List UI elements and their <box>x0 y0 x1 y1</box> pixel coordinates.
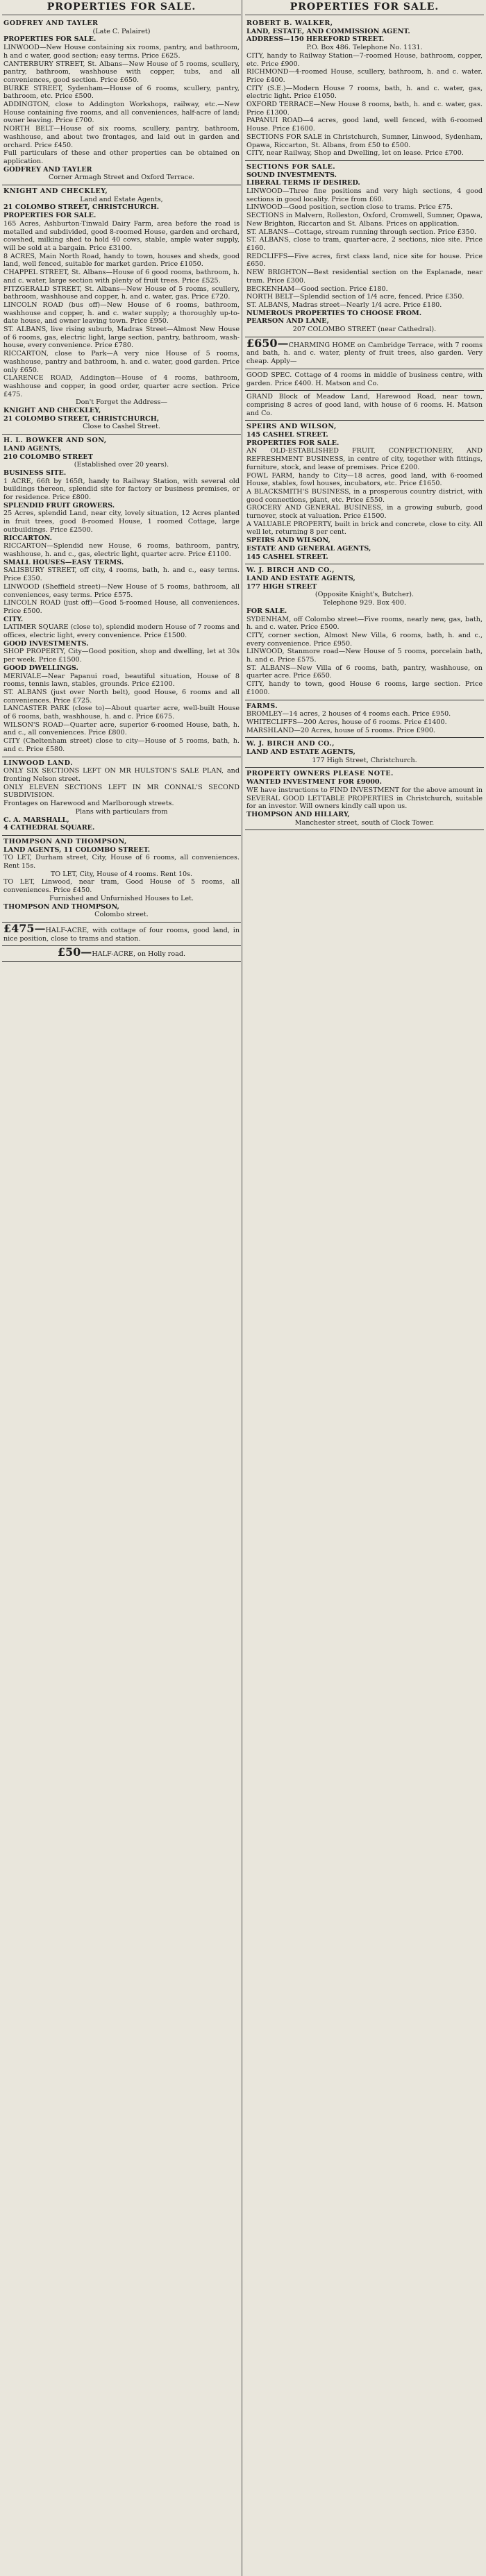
ad-line: GOOD INVESTMENTS. <box>3 639 89 648</box>
ad-line: RICCARTON. <box>3 534 52 542</box>
ad-line: RICCARTON, close to Park—A very nice House of 5 rooms, washhouse, pantry and bathroom, h. and c. water, good garden. Price only £650. <box>3 350 240 374</box>
ad-line: SHOP PROPERTY, City—Good position, shop and dwelling, let at 30s per week. Price £1500. <box>3 648 240 664</box>
ad-line: NORTH BELT—Splendid section of 1/4 acre, fenced. Price £350. <box>246 293 464 301</box>
ad-line: LAND AGENTS, <box>3 444 62 453</box>
advertisement <box>2 17 241 185</box>
ad-line: THOMPSON AND THOMPSON, <box>3 902 119 911</box>
ad-line: 145 CASHEL STREET. <box>246 553 328 561</box>
ad-line: NORTH BELT—House of six rooms, scullery, pantry, bathroom, washhouse, and about two frontages, and laid out in garden and orchard. Price £450. <box>3 125 240 149</box>
ad-line: GRAND Block of Meadow Land, Harewood Road, near town, comprising 8 acres of good land, with house of 6 rooms. H. Matson and Co. <box>246 393 483 417</box>
ad-line: CITY (S.E.)—Modern House 7 rooms, bath, h. and c. water, gas, electric light. Price £1050. <box>246 84 483 101</box>
ad-line: ST. ALBANS—Cottage, stream running through section. Price £350. <box>246 228 477 236</box>
ad-line: RICCARTON—Splendid new House, 6 rooms, bathroom, pantry, washhouse, h. and c., gas, electric light, quarter acre. Price £1100. <box>3 542 240 558</box>
ad-line: BURKE STREET, Sydenham—House of 6 rooms, scullery, pantry, bathroom, etc. Price £500. <box>3 84 240 101</box>
ad-line: CLARENCE ROAD, Addington—House of 4 rooms, bathroom, washhouse and copper, in good order, quarter acre section. Price £475. <box>3 374 240 398</box>
advertisement <box>245 564 484 700</box>
ad-line: PEARSON AND LANE, <box>246 317 329 326</box>
ad-line: LINWOOD—New House containing six rooms, pantry, and bathroom, h and c water, good section; easy terms. Price £625. <box>3 44 240 60</box>
ad-line: 145 CASHEL STREET. <box>246 431 328 439</box>
ad-line: FARMS. <box>246 702 278 710</box>
advertisement <box>245 391 484 421</box>
ad-line: LAND AND ESTATE AGENTS, <box>246 748 355 757</box>
ad-line: GOOD DWELLINGS. <box>3 664 78 672</box>
ad-line: SECTIONS in Malvern, Rolleston, Oxford, Cromwell, Sumner, Opawa, New Brighton, Riccarton and St. Albans. Prices on application. <box>246 212 483 228</box>
ad-line: PAPANUI ROAD—4 acres, good land, well fenced, with 6-roomed House. Price £1600. <box>246 117 483 133</box>
ad-line: CITY (Cheltenham street) close to city—House of 5 rooms, bath, h. and c. Price £580. <box>3 737 240 753</box>
ad-line: ROBERT B. WALKER, <box>246 19 333 27</box>
ad-line: SMALL HOUSES—EASY TERMS. <box>3 558 124 566</box>
ad-line: FITZGERALD STREET, St. Albans—New House of 5 rooms, scullery, bathroom, washhouse and copper, h. and c. water, gas. Price £720. <box>3 285 240 301</box>
ad-line: Land and Estate Agents, <box>80 195 163 203</box>
ad-line: Colombo street. <box>94 911 149 919</box>
ad-line: LAND, ESTATE, AND COMMISSION AGENT. <box>246 27 410 35</box>
advertisement <box>2 185 241 435</box>
ad-line: TO LET, Durham street, City, House of 6 rooms, all conveniences. Rent 15s. <box>3 854 240 870</box>
ad-line: BUSINESS SITE. <box>3 469 67 477</box>
ad-line: 1 ACRE, 66ft by 165ft, handy to Railway Station, with several old buildings thereon, splendid site for factory or business premises, or for residence. Price £800. <box>3 477 240 502</box>
ad-line: KNIGHT AND CHECKLEY, <box>3 407 101 415</box>
ad-line: LINWOOD (Sheffield street)—New House of 5 rooms, bathroom, all conveniences, easy terms. Price £575. <box>3 582 240 599</box>
ad-line: LINWOOD, Stanmore road—New House of 5 rooms, porcelain bath, h. and c. Price £575. <box>246 648 483 664</box>
ad-line: CANTERBURY STREET, St. Albans—New House of 5 rooms, scullery, pantry, bathroom, washhouse with copper, tubs, and all conveniences, good section. Price £650. <box>3 60 240 84</box>
ad-line: 177 HIGH STREET <box>246 582 317 591</box>
advertisement <box>245 369 484 391</box>
right-column <box>245 0 484 2576</box>
ad-line: CITY. <box>3 615 24 623</box>
ad-line: Corner Armagh Street and Oxford Terrace. <box>49 174 194 182</box>
ad-line: W. J. BIRCH AND CO., <box>246 740 335 748</box>
ad-line: PROPERTY OWNERS PLEASE NOTE. <box>246 770 394 778</box>
ad-line: BECKENHAM—Good section. Price £180. <box>246 285 388 293</box>
ad-line: H. L. BOWKER AND SON, <box>3 437 107 445</box>
ad-line: 210 COLOMBO STREET <box>3 453 93 461</box>
advertisement <box>245 700 484 739</box>
advertisement <box>245 738 484 768</box>
ad-line: £50—HALF-ACRE, on Holly road. <box>57 945 186 959</box>
ad-line: £650—CHARMING HOME on Cambridge Terrace, with 7 rooms and bath, h. and c. water, plenty of fruit trees, also garden. Very cheap. Apply— <box>246 336 483 366</box>
ad-line: 25 Acres, splendid Land, near city, lovely situation, 12 Acres planted in fruit trees, good 8-roomed House, 1 roomed Cottage, large outbuildings. Price £2500. <box>3 510 240 534</box>
ad-line: SPLENDID FRUIT GROWERS. <box>3 501 115 510</box>
ad-line: Telephone 929. Box 400. <box>322 599 407 607</box>
ad-line: (Established over 20 years). <box>74 461 169 469</box>
ad-line: OXFORD TERRACE—New House 8 rooms, bath, h. and c. water, gas. Price £1300. <box>246 101 483 117</box>
ad-line: ST. ALBANS (just over North belt), good House, 6 rooms and all conveniences. Price £725. <box>3 688 240 705</box>
advertisement <box>245 421 484 564</box>
ad-line: (Late C. Palairet) <box>92 27 151 35</box>
ad-line: REDCLIFFS—Five acres, first class land, nice site for house. Price £650. <box>246 252 483 269</box>
ad-line: Furnished and Unfurnished Houses to Let. <box>49 894 194 902</box>
left-ads <box>2 17 241 962</box>
ad-line: A BLACKSMITH'S BUSINESS, in a prosperous country district, with good connections, plant, etc. Price £550. <box>246 487 483 504</box>
right-ads <box>245 17 484 830</box>
ad-line: ST. ALBANS, Madras street—Nearly 1/4 acre. Price £180. <box>246 301 442 309</box>
ad-line: SOUND INVESTMENTS. <box>246 171 337 179</box>
ad-line: P.O. Box 486. Telephone No. 1131. <box>306 44 423 52</box>
ad-line: LINCOLN ROAD (bus off)—New House of 6 rooms, bathroom, washhouse and copper, h. and c. water supply; a thoroughly up-to-date house, and owner leaving town. Price £950. <box>3 301 240 326</box>
ad-line: LINWOOD—Good position, section close to trams. Price £75. <box>246 203 453 212</box>
ad-line: GODFREY AND TAYLER <box>3 19 99 27</box>
ad-line: KNIGHT AND CHECKLEY, <box>3 187 108 196</box>
ad-line: NEW BRIGHTON—Best residential section on the Esplanade, near tram. Price £300. <box>246 269 483 285</box>
ad-line: C. A. MARSHALL, <box>3 816 69 824</box>
ad-line: CHAPPEL STREET, St. Albans—House of 6 good rooms, bathroom, h. and c. water, large section with plenty of fruit trees. Price £525. <box>3 269 240 285</box>
advertisement <box>245 17 484 161</box>
left-column <box>2 0 241 2576</box>
ad-line: MERIVALE—Near Papanui road, beautiful situation, House of 8 rooms, tennis lawn, stables, grounds. Price £2100. <box>3 672 240 689</box>
ad-line: SECTIONS FOR SALE. <box>246 162 336 171</box>
ad-line: Plans with particulars from <box>75 807 168 816</box>
ad-line: ST. ALBANS, live rising suburb, Madras Street—Almost New House of 6 rooms, gas, electric light, large section, pantry, bathroom, wash-house, every convenience. Price £780. <box>3 326 240 350</box>
ad-line: LAND AND ESTATE AGENTS, <box>246 575 355 582</box>
ad-line: RICHMOND—4-roomed House, scullery, bathroom, h. and c. water. Price £400. <box>246 68 483 84</box>
ad-line: PROPERTIES FOR SALE. <box>246 439 340 447</box>
ad-line: A VALUABLE PROPERTY, built in brick and concrete, close to city. All well let, returning 8 per cent. <box>246 520 483 537</box>
ad-line: Frontages on Harewood and Marlborough streets. <box>3 800 174 808</box>
ad-line: WHITECLIFFS—200 Acres, house of 6 rooms. Price £1400. <box>246 718 447 726</box>
ad-line: CITY, handy to Railway Station—7-roomed House, bathroom, copper, etc. Price £900. <box>246 51 483 68</box>
ad-line: Manchester street, south of Clock Tower. <box>294 818 435 827</box>
ad-line: LANCASTER PARK (close to)—About quarter acre, well-built House of 6 rooms, bath, washhouse, h. and c. Price £675. <box>3 705 240 721</box>
ad-line: 177 High Street, Christchurch. <box>312 756 417 764</box>
ad-line: £475—HALF-ACRE, with cottage of four rooms, good land, in nice position, close to trams and station. <box>3 921 240 943</box>
advertisement <box>2 757 241 836</box>
advertisement <box>245 337 484 369</box>
ad-line: LAND AGENTS, 11 COLOMBO STREET. <box>3 845 151 854</box>
ad-line: Close to Cashel Street. <box>83 423 160 431</box>
advertisement <box>2 923 241 946</box>
left-column-title: PROPERTIES FOR SALE. <box>2 0 241 15</box>
ad-line: (Opposite Knight's, Butcher). <box>315 591 414 599</box>
ad-line: THOMPSON AND THOMPSON, <box>3 837 127 845</box>
ad-line: CITY, corner section, Almost New Villa, 6 rooms, bath, h. and c., every convenience. Price £950. <box>246 631 483 648</box>
ad-line: THOMPSON AND HILLARY, <box>246 810 350 818</box>
ad-line: LATIMER SQUARE (close to), splendid modern House of 7 rooms and offices, electric light, every convenience. Price £1500. <box>3 623 240 640</box>
ad-line: ADDINGTON, close to Addington Workshops, railway, etc.—New House containing five rooms, and all conveniences, half-acre of land; owner leaving. Price £700. <box>3 101 240 125</box>
right-column-title: PROPERTIES FOR SALE. <box>245 0 484 15</box>
ad-line: 8 ACRES, Main North Road, handy to town, houses and sheds, good land, well fenced, suitable for market garden. Price £1050. <box>3 252 240 269</box>
ad-line: ESTATE AND GENERAL AGENTS, <box>246 544 371 553</box>
ad-line: 165 Acres, Ashburton-Tinwald Dairy Farm, area before the road is metalled and subdivided, good 8-roomed House, garden and orchard, cowshed, milking shed to hold 40 cows, stable, ample water supply, will be sold at a bargain. Price £3100. <box>3 219 240 252</box>
ad-line: ADDRESS—150 HEREFORD STREET. <box>246 35 385 44</box>
ad-line: GODFREY AND TAYLER <box>3 165 92 174</box>
ad-line: WILSON'S ROAD—Quarter acre, superior 6-roomed House, bath, h. and c., all conveniences. Price £800. <box>3 721 240 737</box>
ad-line: TO LET, City, House of 4 rooms. Rent 10s. <box>50 870 193 878</box>
ad-line: LINWOOD LAND. <box>3 759 73 767</box>
ad-line: WANTED INVESTMENT FOR £9000. <box>246 778 382 786</box>
ad-line: ONLY SIX SECTIONS LEFT ON MR HULSTON'S SALE PLAN, and fronting Nelson street. <box>3 767 240 783</box>
ad-line: WE have instructions to FIND INVESTMENT for the above amount in SEVERAL GOOD LETTABLE PROPERTIES in Christchurch, suitable for an investor. Will owners kindly call upon us. <box>246 786 483 811</box>
ad-line: LINCOLN ROAD (just off)—Good 5-roomed House, all conveniences. Price £500. <box>3 599 240 615</box>
ad-line: SALISBURY STREET, off city, 4 rooms, bath, h. and c., easy terms. Price £350. <box>3 566 240 583</box>
ad-line: 21 COLOMBO STREET, CHRISTCHURCH. <box>3 203 160 212</box>
ad-line: LINWOOD—Three fine positions and very high sections, 4 good sections in good locality. Price from £60. <box>246 187 483 203</box>
advertisement <box>2 836 241 923</box>
ad-line: 4 CATHEDRAL SQUARE. <box>3 824 95 832</box>
ad-line: SPEIRS AND WILSON, <box>246 423 337 431</box>
ad-line: CITY, handy to town, good House 6 rooms, large section. Price £1000. <box>246 680 483 696</box>
ad-line: ONLY ELEVEN SECTIONS LEFT IN MR CONNAL'S SECOND SUBDIVISION. <box>3 783 240 800</box>
advertisement <box>2 435 241 757</box>
ad-line: BROMLEY—14 acres, 2 houses of 4 rooms each. Price £950. <box>246 710 451 718</box>
ad-line: CITY, near Railway, Shop and Dwelling, let on lease. Price £700. <box>246 149 464 158</box>
ad-line: FOR SALE. <box>246 607 287 615</box>
ad-line: PROPERTIES FOR SALE. <box>3 212 97 220</box>
ad-line: 207 COLOMBO STREET (near Cathedral). <box>292 326 437 334</box>
ad-line: SPEIRS AND WILSON, <box>246 537 330 545</box>
ad-line: AN OLD-ESTABLISHED FRUIT, CONFECTIONERY, AND REFRESHMENT BUSINESS, in centre of city, together with fittings, furniture, stock, and lease of premises. Price £200. <box>246 447 483 471</box>
ad-line: SYDENHAM, off Colombo street—Five rooms, nearly new, gas, bath, h. and c. water. Price £500. <box>246 615 483 632</box>
ad-line: Don't Forget the Address— <box>75 398 168 407</box>
ad-line: 21 COLOMBO STREET, CHRISTCHURCH, <box>3 414 160 423</box>
ad-line: GROCERY AND GENERAL BUSINESS, in a growing suburb, good turnover, stock at valuation. Price £1500. <box>246 504 483 521</box>
ad-line: LIBERAL TERMS IF DESIRED. <box>246 179 360 187</box>
ad-line: PROPERTIES FOR SALE. <box>3 35 97 44</box>
ad-line: NUMEROUS PROPERTIES TO CHOOSE FROM. <box>246 309 422 317</box>
ad-line: SECTIONS FOR SALE in Christchurch, Sumner, Linwood, Sydenham, Opawa, Riccarton, St. Albans, from £50 to £500. <box>246 133 483 149</box>
ad-line: ST. ALBANS—New Villa of 6 rooms, bath, pantry, washhouse, on quarter acre. Price £650. <box>246 664 483 680</box>
ad-line: Full particulars of these and other properties can be obtained on application. <box>3 149 240 165</box>
ad-line: FOWL FARM, handy to City—18 acres, good land, with 6-roomed House, stables, fowl houses, incubators, etc. Price £1650. <box>246 471 483 488</box>
ad-line: W. J. BIRCH AND CO., <box>246 566 335 575</box>
advertisement <box>245 768 484 830</box>
advertisement <box>245 161 484 337</box>
advertisement <box>2 946 241 962</box>
ad-line: MARSHLAND—20 Acres, house of 5 rooms. Price £900. <box>246 726 435 734</box>
ad-line: TO LET, Linwood, near tram, Good House of 5 rooms, all conveniences. Price £450. <box>3 878 240 895</box>
ad-line: ST. ALBANS, close to tram, quarter-acre, 2 sections, nice site. Price £160. <box>246 236 483 252</box>
ad-line: GOOD SPEC. Cottage of 4 rooms in middle of business centre, with garden. Price £400. H. Matson and Co. <box>246 371 483 387</box>
